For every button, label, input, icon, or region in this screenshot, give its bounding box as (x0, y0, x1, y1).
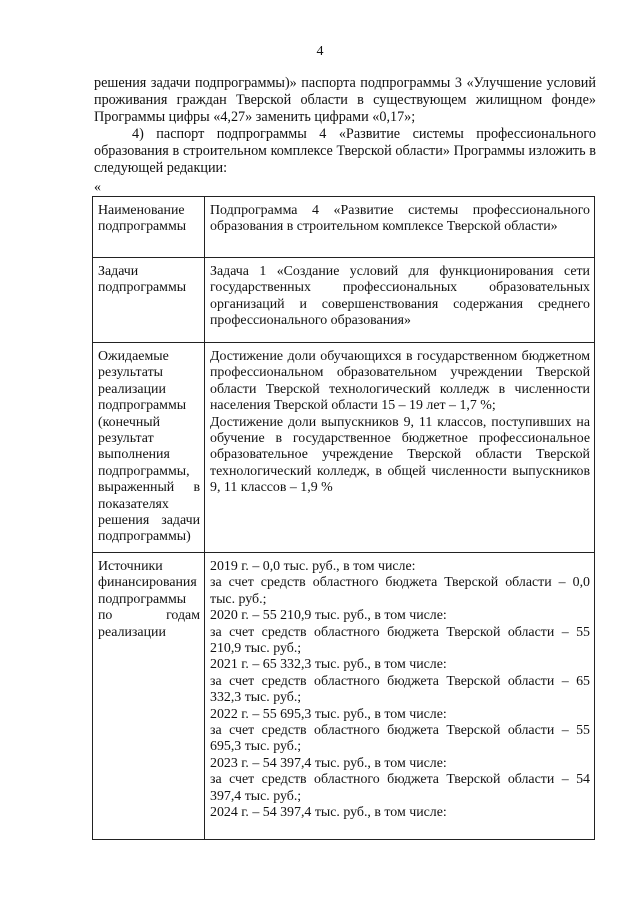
funding-line: 2022 г. – 55 695,3 тыс. руб., в том числе: (210, 706, 447, 722)
result-paragraph: Достижение доли выпускников 9, 11 классов, поступивших на обучение в государственное бюджетное профессиональное образовательное учреждение Тверской области Тверской технологический колледж, в общей численности выпускников 9, 11 классов – 1,9 % (210, 414, 590, 496)
funding-line: 2023 г. – 54 397,4 тыс. руб., в том числе: (210, 755, 447, 771)
funding-line: 2020 г. – 55 210,9 тыс. руб., в том числе: (210, 608, 447, 624)
opening-quote: « (94, 180, 101, 195)
intro-paragraph: решения задачи подпрограммы)» паспорта подпрограммы 3 «Улучшение условий проживания граждан Тверской области в существующем жилищном фонде» Программы цифры «4,27» заменить цифрами «0,17»; (94, 75, 596, 125)
funding-line: за счет средств областного бюджета Тверской области – 55 695,3 тыс. руб.; (210, 722, 590, 755)
row-label: Ожидаемые результаты реализации подпрограммы (конечный результат выполнения подпрограммы, выраженный в показателях решения задачи подпрограммы) (93, 343, 205, 553)
funding-line: за счет средств областного бюджета Тверской области – 0,0 тыс. руб.; (210, 575, 590, 607)
table-row (93, 552, 595, 839)
row-content: Задача 1 «Создание условий для функционирования сети государственных профессиональных образовательных организаций и совершенствования содержания среднего профессионального образования» (205, 258, 595, 343)
row-label: Наименование подпрограммы (93, 197, 205, 258)
subprogram-passport-table (92, 196, 595, 840)
funding-line: за счет средств областного бюджета Тверской области – 55 210,9 тыс. руб.; (210, 624, 590, 656)
table-row (93, 258, 595, 343)
result-paragraph: Достижение доли обучающихся в государственном бюджетном профессиональном образовательном учреждении Тверской области Тверской технологический колледж в численности населения Тверской области 15 – 19 лет – 1,7 %; (210, 349, 590, 414)
funding-line: за счет средств областного бюджета Тверской области – 54 397,4 тыс. руб.; (210, 772, 590, 804)
row-content: Подпрограмма 4 «Развитие системы профессионального образования в строительном комплексе Тверской области» (205, 197, 595, 258)
row-label: Источники финансирования подпрограммы по годам реализации (93, 552, 205, 839)
table-row (93, 197, 595, 258)
row-content (205, 552, 595, 839)
funding-line: 2021 г. – 65 332,3 тыс. руб., в том числе: (210, 657, 447, 673)
row-label: Задачи подпрограммы (93, 258, 205, 343)
funding-line: 2019 г. – 0,0 тыс. руб., в том числе: (210, 558, 416, 574)
row-content (205, 343, 595, 553)
table-row (93, 343, 595, 553)
funding-line: за счет средств областного бюджета Тверской области – 65 332,3 тыс. руб.; (210, 673, 590, 706)
intro-text (94, 75, 596, 177)
intro-paragraph: 4) паспорт подпрограммы 4 «Развитие системы профессионального образования в строительном комплексе Тверской области» Программы изложить в следующей редакции: (94, 126, 596, 176)
funding-line: 2024 г. – 54 397,4 тыс. руб., в том числе: (210, 804, 447, 820)
page-number: 4 (316, 44, 324, 59)
